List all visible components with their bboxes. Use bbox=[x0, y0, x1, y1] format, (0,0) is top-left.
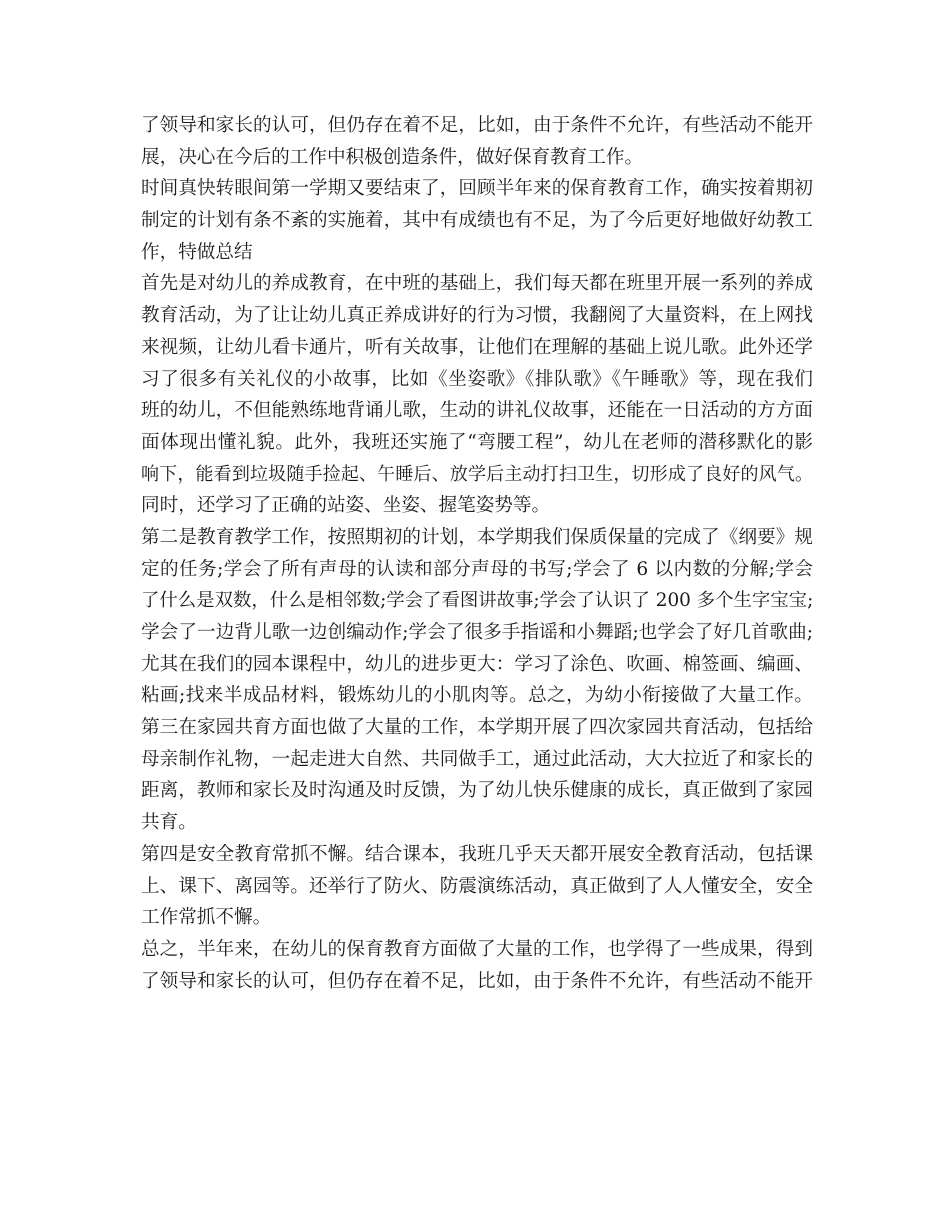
text-line: 了什么是双数，什么是相邻数;学会了看图讲故事;学会了认识了 200 多个生字宝宝; bbox=[141, 590, 814, 612]
text-line: 共育。 bbox=[141, 812, 197, 834]
text-line: 首先是对幼儿的养成教育，在中班的基础上，我们每天都在班里开展一系列的养成 bbox=[141, 273, 813, 295]
text-line: 制定的计划有条不紊的实施着，其中有成绩也有不足，为了今后更好地做好幼教工 bbox=[141, 210, 813, 232]
text-line: 展，决心在今后的工作中积极创造条件，做好保育教育工作。 bbox=[141, 146, 644, 168]
text-line: 距离，教师和家长及时沟通及时反馈，为了幼儿快乐健康的成长，真正做到了家园 bbox=[141, 780, 813, 802]
text-line: 习了很多有关礼仪的小故事，比如《坐姿歌》《排队歌》《午睡歌》等，现在我们 bbox=[141, 368, 813, 390]
text-line: 粘画;找来半成品材料，锻炼幼儿的小肌肉等。总之，为幼小衔接做了大量工作。 bbox=[141, 685, 813, 707]
text-line: 来视频，让幼儿看卡通片，听有关故事，让他们在理解的基础上说儿歌。此外还学 bbox=[141, 336, 813, 358]
text-line: 工作常抓不懈。 bbox=[141, 907, 272, 929]
text-line: 上、课下、离园等。还举行了防火、防震演练活动，真正做到了人人懂安全，安全 bbox=[141, 875, 813, 897]
text-line: 第三在家园共育方面也做了大量的工作，本学期开展了四次家园共育活动，包括给 bbox=[141, 717, 813, 739]
text-line: 定的任务;学会了所有声母的认读和部分声母的书写;学会了 6 以内数的分解;学会 bbox=[141, 558, 813, 580]
text-line: 第二是教育教学工作，按照期初的计划，本学期我们保质保量的完成了《纲要》规 bbox=[141, 526, 813, 548]
text-line: 响下，能看到垃圾随手捡起、午睡后、放学后主动打扫卫生，切形成了良好的风气。 bbox=[141, 463, 813, 485]
text-line: 作，特做总结 bbox=[141, 241, 253, 263]
text-line: 面体现出懂礼貌。此外，我班还实施了“弯腰工程”，幼儿在老师的潜移默化的影 bbox=[141, 431, 813, 453]
text-line: 教育活动，为了让让幼儿真正养成讲好的行为习惯，我翻阅了大量资料，在上网找 bbox=[141, 305, 813, 327]
text-line: 班的幼儿，不但能熟练地背诵儿歌，生动的讲礼仪故事，还能在一日活动的方方面 bbox=[141, 400, 813, 422]
text-line: 总之，半年来，在幼儿的保育教育方面做了大量的工作，也学得了一些成果，得到 bbox=[141, 938, 813, 960]
text-line: 了领导和家长的认可，但仍存在着不足，比如，由于条件不允许，有些活动不能开 bbox=[141, 115, 813, 136]
document-body bbox=[141, 110, 813, 997]
text-line: 学会了一边背儿歌一边创编动作;学会了很多手指谣和小舞蹈;也学会了好几首歌曲; bbox=[141, 622, 813, 643]
text-line: 时间真快转眼间第一学期又要结束了，回顾半年来的保育教育工作，确实按着期初 bbox=[141, 178, 813, 200]
text-line: 第四是安全教育常抓不懈。结合课本，我班几乎天天都开展安全教育活动，包括课 bbox=[141, 843, 813, 865]
text-line: 母亲制作礼物，一起走进大自然、共同做手工，通过此活动，大大拉近了和家长的 bbox=[141, 748, 813, 770]
text-line: 同时，还学习了正确的站姿、坐姿、握笔姿势等。 bbox=[141, 495, 551, 517]
text-line: 了领导和家长的认可，但仍存在着不足，比如，由于条件不允许，有些活动不能开 bbox=[141, 970, 813, 992]
text-line: 尤其在我们的园本课程中，幼儿的进步更大：学习了涂色、吹画、棉签画、编画、 bbox=[141, 653, 813, 675]
